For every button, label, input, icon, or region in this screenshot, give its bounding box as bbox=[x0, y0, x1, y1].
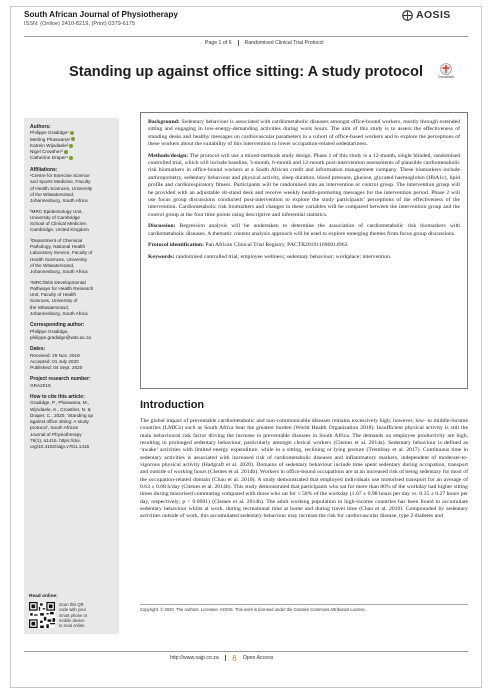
open-access-icon bbox=[232, 655, 237, 661]
corresponding-author-line: Philippe Gradidge, bbox=[30, 328, 69, 334]
abstract-label: Protocol identification: bbox=[148, 242, 204, 249]
abstract-box bbox=[140, 112, 468, 389]
page-footer bbox=[170, 655, 273, 661]
abstract-text: The protocol will use a mixed-methods study design. Phase 1 of this study is a 12-month, single blinded, randomised controlled trial, which will include baseline, 3-month, 6-month and 12-month post-intervention assessments of plausible cardiometabolic risk biomarkers in office-bound workers at a South African credit and information management company. These biomarkers include anthropometry, sedentary behaviour and physical activity, sleep duration, blood pressure, glucose, glycated haemoglobin (HbA1c), lipid profile and cardiorespiratory fitness. Participants will be randomised into an intervention or control group. The intervention group will be provided with an adjustable sit-stand desk and receive weekly health-promoting messages for the intervention period. Phase 2 will use focus group discussions conducted post-intervention to explore the study participants’ perceptions of the effectiveness of the intervention. Cardiometabolic risk biomarkers and changes in these variables will be compared between the intervention group and the control group at the four time points using descriptive and inferential statistics. bbox=[148, 152, 460, 218]
abstract-paragraph bbox=[148, 153, 460, 220]
citation-line: Journal of Physiotherapy bbox=[30, 431, 82, 437]
affiliations-heading: Affiliations: bbox=[30, 166, 58, 173]
read-online-line: to read online. bbox=[59, 623, 86, 629]
abstract-label: Background: bbox=[148, 119, 180, 125]
affiliation-line: Laboratory Service, Faculty of bbox=[30, 250, 93, 256]
affiliation-line: Health Sciences, University bbox=[30, 256, 88, 262]
affiliation-block bbox=[30, 209, 113, 234]
aosis-logo-icon bbox=[402, 10, 413, 21]
copyright-notice: Copyright: © 2020. The Authors. Licensee: AOSIS. This work is licensed under the Creative Commons Attribution License. bbox=[140, 607, 366, 612]
abstract-text: Regression analysis will be undertaken to determine the association of cardiometabolic risk biomarkers with cardiometabolic diseases. A thematic content analysis approach will be used to explore emerging themes from focus group discussions. bbox=[148, 223, 460, 237]
read-online-line: mobile device bbox=[59, 617, 85, 623]
open-access-label: Open Access bbox=[242, 655, 274, 661]
date-line: Received: 29 Nov. 2019 bbox=[30, 352, 80, 358]
project-number-heading: Project research number: bbox=[30, 376, 91, 383]
affiliation-line: Johannesburg, South Africa bbox=[30, 269, 88, 275]
abstract-paragraph bbox=[148, 119, 460, 149]
article-info-sidebar bbox=[24, 118, 119, 596]
affiliation-line: Johannesburg, South Africa bbox=[30, 198, 88, 204]
read-online-text bbox=[59, 602, 87, 628]
orcid-icon[interactable] bbox=[69, 156, 73, 160]
author-name-text: Nigel Crowther³ bbox=[30, 149, 63, 155]
separator bbox=[225, 655, 226, 661]
article-type: Randomised Clinical Trial Protocol bbox=[244, 40, 324, 46]
header-divider bbox=[24, 36, 468, 37]
read-online-line: Scan this QR bbox=[59, 602, 84, 607]
affiliation-line: ¹Centre for Exercise Science bbox=[30, 173, 90, 179]
affiliation-line: Cambridge, United Kingdom bbox=[30, 227, 89, 233]
journal-name: South African Journal of Physiotherapy bbox=[24, 10, 178, 19]
affiliation-line: ⁴MRC/Wits Developmental bbox=[30, 279, 86, 285]
affiliation-line: Sciences, University of bbox=[30, 298, 78, 304]
read-online-box bbox=[24, 590, 119, 634]
citation-line: 76(1), a1415. https://doi. bbox=[30, 438, 81, 444]
abstract-paragraph bbox=[148, 254, 460, 261]
separator bbox=[238, 40, 239, 46]
citation-line: Draper, C., 2020, ‘Standing up bbox=[30, 412, 94, 418]
read-online-line: code with your bbox=[59, 607, 86, 613]
affiliation-line: Johannesburg, South Africa bbox=[30, 311, 88, 317]
affiliation-line: the Witwatersrand, bbox=[30, 304, 70, 310]
affiliation-line: and Sports Medicine, Faculty bbox=[30, 179, 91, 185]
journal-url-link[interactable]: http://www.sajp.co.za bbox=[170, 655, 219, 661]
affiliation-line: University of Cambridge bbox=[30, 214, 81, 220]
affiliation-line: ³Department of Chemical bbox=[30, 237, 83, 243]
orcid-icon[interactable] bbox=[64, 150, 68, 154]
abstract-label: Keywords: bbox=[148, 253, 175, 260]
crossmark-icon bbox=[440, 63, 452, 75]
affiliation-block bbox=[30, 173, 113, 204]
affiliation-line: Unit, Faculty of Health bbox=[30, 292, 77, 298]
journal-issn: ISSN: (Online) 2410-8219, (Print) 0379-6175 bbox=[24, 21, 136, 27]
citation-line: Wijndaele, K., Crowther, N. & bbox=[30, 406, 91, 412]
abstract-paragraph bbox=[148, 242, 460, 249]
publisher-logo bbox=[402, 9, 451, 21]
orcid-icon[interactable] bbox=[70, 131, 74, 135]
abstract-text: Sedentary behaviour is associated with cardiometabolic diseases amongst office-bound workers, mostly through extended sitting and engaging in low-energy-demanding activities during work hours. The aim of this study is to assess the effectiveness of standing desks and healthy messages on cardiovascular parameters in a cohort of office-based workers and to explore the perceptions of these workers about the suitability of this intervention to lower occupation-related sedentariness. bbox=[148, 119, 461, 148]
footer-divider bbox=[24, 651, 468, 652]
page-header-info bbox=[205, 40, 324, 46]
abstract-text: randomised controlled trial; employee wellness; sedentary behaviour; workplace; intervention. bbox=[175, 253, 392, 260]
author-name-text: Merling Phaswana¹ bbox=[30, 136, 71, 142]
copyright-divider bbox=[140, 604, 468, 605]
read-online-title: Read online: bbox=[29, 594, 58, 599]
corresponding-author-line: philippe.gradidge@wits.ac.za bbox=[30, 334, 92, 340]
affiliation-block bbox=[30, 238, 113, 276]
affiliation-line: of the Witwatersrand, bbox=[30, 191, 75, 197]
author-name-text: Philippe Gradidge¹ bbox=[30, 130, 69, 136]
orcid-icon[interactable] bbox=[71, 137, 75, 141]
author-name bbox=[30, 155, 113, 161]
corresponding-author-heading: Corresponding author: bbox=[30, 322, 85, 329]
date-line: Accepted: 01 July 2020 bbox=[30, 358, 79, 364]
citation-line: org/10.4102/sajp.v76i1.1415 bbox=[30, 444, 90, 450]
read-online-line: smart phone or bbox=[59, 612, 88, 618]
logo-text: AOSIS bbox=[416, 9, 451, 21]
dates-heading: Dates: bbox=[30, 346, 46, 353]
abstract-paragraph bbox=[148, 223, 460, 238]
affiliation-line: Pathology, National Health bbox=[30, 244, 86, 250]
crossmark-label: CrossMark bbox=[437, 75, 455, 79]
orcid-icon[interactable] bbox=[69, 144, 73, 148]
affiliation-block bbox=[30, 280, 113, 318]
affiliation-line: of Health Sciences, University bbox=[30, 185, 93, 191]
affiliation-line: Pathways for Health Research bbox=[30, 285, 94, 291]
article-title: Standing up against office sitting: A study protocol bbox=[68, 64, 424, 80]
citation-heading: How to cite this article: bbox=[30, 393, 85, 400]
author-name-text: Katrein Wijndaele² bbox=[30, 142, 69, 148]
date-line: Published: 04 Sept. 2020 bbox=[30, 365, 83, 371]
abstract-label: Discussion: bbox=[148, 223, 176, 230]
authors-heading: Authors: bbox=[30, 124, 51, 130]
page-number: Page 1 of 6 bbox=[205, 40, 232, 46]
introduction-text: The global impact of preventable cardiometabolic and non-communicable diseases remains excessively high; however, low- to middle-income countries (LMICs) such as South Africa bear the greatest burden (World Health Organization 2018). Insufficient physical activity is still the main behavioural risk factor driving the increase in preventable diseases in South Africa. The demands on employee productivity are high, resulting in prolonged sedentary behaviour, particularly amongst clerical workers (Clemes et al. 2014a). Sedentary behaviour is defined as ‘awake’ activities with limited energy expenditure, while in a sitting, reclining or lying posture (Tremblay et al. 2017). Continuous time in sedentary activities is associated with increased risk of cardiometabolic diseases and inflammatory markers, independent of moderate-to-vigorous physical activity (Hadgraft et al. 2020). Domains of sedentary behaviour include time spent sedentary during occupation, transport and outside of working hours (Clemes et al. 2014b). Workers in office-bound occupations are at an increased risk of being sedentary for most of the occupation-related domain (Chau et al. 2010). A study demonstrated that employed individuals use motorised transport for an average of 0.63 ± 0.68 h/day (Clemes et al. 2014b). This study demonstrated that participants who sat for more than 80% of the workday had higher sitting times during motorised commuting compared with those who sat for ≤ 58% of the workday (1.07 ± 0.98 hours per day vs. 0.35 ± 0.27 hours per day, respectively; p < 0.0001) (Clemes et al. 2014b). The adult working population in high-income countries has been found to accumulate sedentary behaviour whilst at work, during recreational time at home and during travel time (Chau et al. 2010). Compounded by sedentary activities outside of work, this accumulated sedentary behaviour may increase the risk for cardiovascular disease, type 2 diabetes and bbox=[140, 418, 468, 520]
citation-line: against office sitting: A study bbox=[30, 419, 89, 425]
abstract-text: Pan African Clinical Trial Registry, PACTR201911696014962. bbox=[205, 242, 349, 249]
affiliation-line: School of Clinical Medicine, bbox=[30, 221, 88, 227]
qr-code-icon[interactable] bbox=[29, 602, 55, 628]
crossmark-badge[interactable] bbox=[436, 63, 456, 79]
affiliation-line: of the Witwatersrand, bbox=[30, 262, 75, 268]
citation-line: Gradidge, P., Phaswana, M., bbox=[30, 400, 90, 406]
project-number: GRA2019 bbox=[30, 382, 51, 388]
abstract-label: Methods/design: bbox=[148, 152, 189, 159]
citation-line: protocol’, South African bbox=[30, 425, 79, 431]
author-name-text: Catherine Draper⁴ bbox=[30, 155, 68, 161]
section-heading-introduction: Introduction bbox=[140, 399, 205, 411]
affiliation-line: ²MRC Epidemiology Unit, bbox=[30, 208, 83, 214]
